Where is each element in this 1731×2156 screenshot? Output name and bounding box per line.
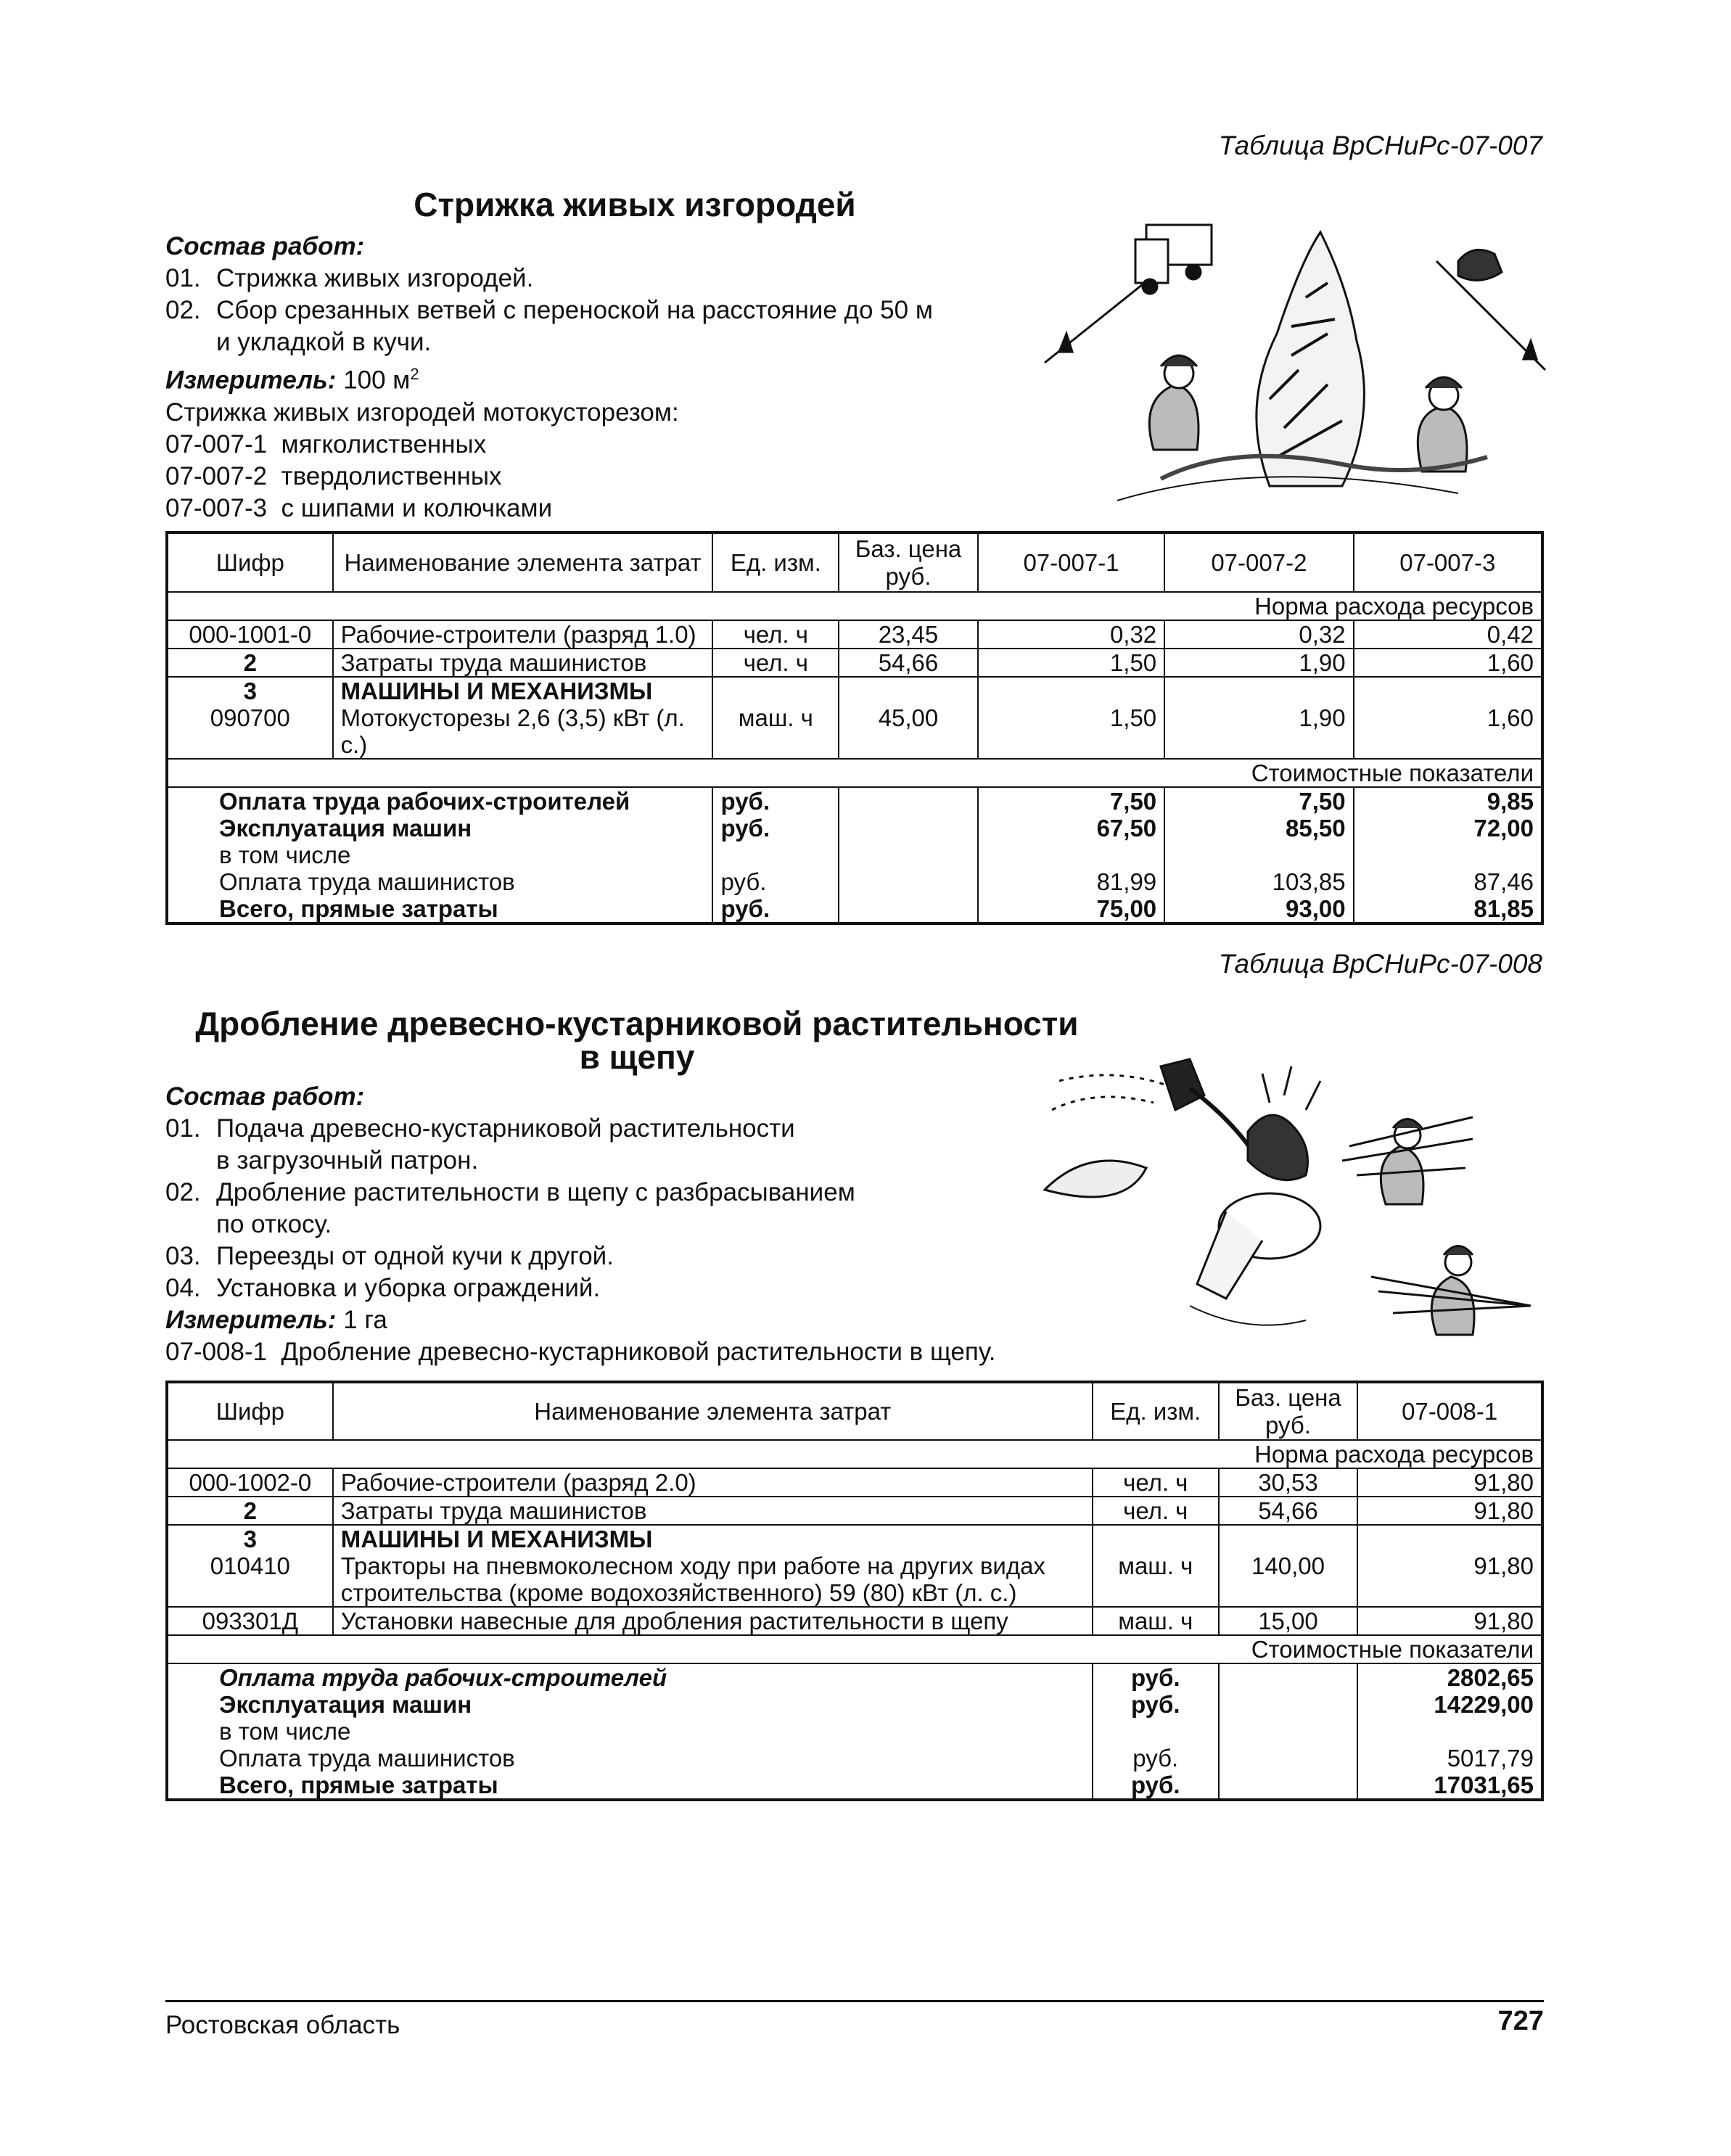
- table-row: [167, 1468, 1542, 1497]
- work-text: Установка и уборка ограждений.: [216, 1274, 601, 1302]
- cell-cipher: 010410: [167, 1552, 333, 1579]
- cell-cipher: 3: [167, 677, 333, 704]
- work-text: Переезды от одной кучи к другой.: [216, 1242, 614, 1270]
- summary-label: Всего, прямые затраты: [167, 1772, 1093, 1800]
- summary-value: 7,50: [1164, 787, 1353, 815]
- work-text: Сбор срезанных ветвей с переноской на расстояние до 50 м: [216, 296, 933, 324]
- cell-unit: чел. ч: [1093, 1468, 1219, 1497]
- header-col-3: 07-007-3: [1354, 532, 1542, 592]
- table-row: [167, 649, 1542, 677]
- summary-unit: руб.: [712, 815, 839, 842]
- cell-cipher: 000-1001-0: [167, 620, 333, 649]
- summary-row: [167, 868, 1542, 895]
- summary-value: 72,00: [1354, 815, 1542, 842]
- header-base-price: Баз. цена руб.: [1219, 1382, 1358, 1440]
- table-row: [167, 1579, 1542, 1607]
- cell-unit: чел. ч: [712, 649, 839, 677]
- cost-table-1: [165, 531, 1544, 925]
- norm-section-row: [167, 592, 1542, 620]
- header-col-2: 07-007-2: [1164, 532, 1353, 592]
- code-line: 07-007-1 мягколиственных: [165, 429, 487, 458]
- summary-row: [167, 842, 1542, 868]
- section-2-text: [165, 1081, 1072, 1368]
- work-number: 03.: [165, 1242, 201, 1270]
- header-col-1: 07-007-1: [978, 532, 1164, 592]
- summary-row: [167, 1745, 1542, 1772]
- table-reference-1: Таблица ВрСНиРс-07-007: [1218, 131, 1542, 160]
- cost-section-row: [167, 1635, 1542, 1663]
- cell-price: 54,66: [839, 649, 978, 677]
- table-row: [167, 1497, 1542, 1525]
- work-item: [165, 1177, 1072, 1209]
- summary-unit: руб.: [712, 868, 839, 895]
- work-number: 02.: [165, 1178, 201, 1206]
- work-text: Подача древесно-кустарниковой растительности: [216, 1114, 795, 1143]
- header-cipher: Шифр: [167, 532, 333, 592]
- meter-sup: 2: [410, 365, 419, 383]
- cell-value: 1,50: [978, 649, 1164, 677]
- work-number: 01.: [165, 264, 201, 292]
- cell-name: Затраты труда машинистов: [333, 1497, 1093, 1525]
- norm-section-row: [167, 1440, 1542, 1468]
- summary-label: Оплата труда машинистов: [167, 868, 712, 895]
- summary-value: 14229,00: [1357, 1691, 1542, 1718]
- summary-unit: руб.: [712, 895, 839, 923]
- header-name: Наименование элемента затрат: [333, 532, 713, 592]
- summary-unit: руб.: [1093, 1691, 1219, 1718]
- cell-value: 1,90: [1164, 704, 1353, 759]
- cell-cipher: [167, 1579, 333, 1607]
- summary-label: в том числе: [167, 1718, 1093, 1745]
- composition-label: Состав работ:: [165, 1082, 365, 1111]
- header-col-1: 07-008-1: [1357, 1382, 1542, 1440]
- summary-value: 81,99: [978, 868, 1164, 895]
- cell-price: 23,45: [839, 620, 978, 649]
- work-text: Дробление растительности в щепу с разбрасыванием: [216, 1178, 855, 1206]
- norm-section-label: Норма расхода ресурсов: [167, 592, 1542, 620]
- work-item: [165, 1240, 1072, 1272]
- cell-value: 0,32: [978, 620, 1164, 649]
- footer-divider: [165, 2000, 1544, 2002]
- header-unit: Ед. изм.: [1093, 1382, 1219, 1440]
- cell-name: строительства (кроме водохозяйственного) 59 (80) кВт (л. с.): [333, 1579, 1093, 1607]
- table-row: [167, 704, 1542, 759]
- summary-value: 9,85: [1354, 787, 1542, 815]
- cost-section-label: Стоимостные показатели: [167, 759, 1542, 787]
- cell-price: 30,53: [1219, 1468, 1358, 1497]
- section-title-2-line-2: в щепу: [579, 1038, 695, 1076]
- summary-row: [167, 787, 1542, 815]
- cell-cipher: 3: [167, 1525, 333, 1552]
- summary-value: 67,50: [978, 815, 1164, 842]
- cell-unit: маш. ч: [712, 704, 839, 759]
- summary-value: 17031,65: [1357, 1772, 1542, 1800]
- meter-line: [165, 1304, 1072, 1336]
- cell-cipher: 093301Д: [167, 1607, 333, 1635]
- meter-label: Измеритель:: [165, 366, 337, 395]
- summary-unit: руб.: [1093, 1663, 1219, 1691]
- code-line: 07-007-3 с шипами и колючками: [165, 493, 553, 522]
- summary-label: Оплата труда рабочих-строителей: [167, 787, 712, 815]
- cell-name: МАШИНЫ И МЕХАНИЗМЫ: [333, 677, 713, 704]
- cell-value: 1,60: [1354, 704, 1542, 759]
- cost-section-row: [167, 759, 1542, 787]
- work-number: 02.: [165, 296, 201, 324]
- work-item: [165, 295, 1021, 326]
- summary-row: [167, 895, 1542, 923]
- summary-row: [167, 1718, 1542, 1745]
- cost-section-label: Стоимостные показатели: [167, 1635, 1542, 1663]
- cell-value: 91,80: [1357, 1607, 1542, 1635]
- cell-value: 91,80: [1357, 1468, 1542, 1497]
- meter-value: 100 м: [343, 366, 411, 395]
- work-number: 04.: [165, 1274, 201, 1302]
- code-line: 07-007-2 твердолиственных: [165, 461, 502, 490]
- summary-row: [167, 815, 1542, 842]
- meter-line: [165, 358, 1021, 397]
- meter-label: Измеритель:: [165, 1306, 337, 1334]
- table-row: [167, 677, 1542, 704]
- wood-chipper-illustration: [1030, 1045, 1553, 1364]
- table-row: [167, 1607, 1542, 1635]
- summary-value: 7,50: [978, 787, 1164, 815]
- header-name: Наименование элемента затрат: [333, 1382, 1093, 1440]
- table-row: [167, 1525, 1542, 1552]
- cell-price: 54,66: [1219, 1497, 1358, 1525]
- cell-value: 0,42: [1354, 620, 1542, 649]
- composition-label: Состав работ:: [165, 232, 365, 260]
- cell-unit: чел. ч: [1093, 1497, 1219, 1525]
- work-number: 01.: [165, 1114, 201, 1143]
- header-base-price: Баз. цена руб.: [839, 532, 978, 592]
- summary-value: 5017,79: [1357, 1745, 1542, 1772]
- cell-cipher: 2: [167, 649, 333, 677]
- work-text-continued: и укладкой в кучи.: [216, 328, 432, 356]
- cell-cipher: 2: [167, 1497, 333, 1525]
- cell-cipher: 000-1002-0: [167, 1468, 333, 1497]
- code-line: 07-008-1 Дробление древесно-кустарниковой растительности в щепу.: [165, 1338, 996, 1366]
- cell-unit: маш. ч: [1093, 1607, 1219, 1635]
- cell-value: 1,60: [1354, 649, 1542, 677]
- summary-value: 103,85: [1164, 868, 1353, 895]
- section-title-1: Стрижка живых изгородей: [414, 186, 856, 223]
- summary-row: [167, 1772, 1542, 1800]
- work-item: [165, 1272, 1072, 1304]
- summary-label: в том числе: [167, 842, 712, 868]
- cell-name: Рабочие-строители (разряд 2.0): [333, 1468, 1093, 1497]
- table-reference-2: Таблица ВрСНиРс-07-008: [1218, 949, 1542, 979]
- cell-name: Тракторы на пневмоколесном ходу при работе на других видах: [333, 1552, 1093, 1579]
- cell-price: 15,00: [1219, 1607, 1358, 1635]
- cell-value: 0,32: [1164, 620, 1353, 649]
- cell-value: 1,50: [978, 704, 1164, 759]
- summary-value: 85,50: [1164, 815, 1353, 842]
- cost-table-2: [165, 1381, 1544, 1801]
- cell-unit: маш. ч: [1093, 1552, 1219, 1579]
- cell-value: 91,80: [1357, 1497, 1542, 1525]
- summary-label: Оплата труда рабочих-строителей: [167, 1663, 1093, 1691]
- summary-label: Эксплуатация машин: [167, 1691, 1093, 1718]
- cell-price: 140,00: [1219, 1552, 1358, 1579]
- header-cipher: Шифр: [167, 1382, 333, 1440]
- summary-row: [167, 1663, 1542, 1691]
- section-1-text: [165, 231, 1021, 524]
- summary-value: 81,85: [1354, 895, 1542, 923]
- work-item: [165, 1113, 1072, 1145]
- table-header-row: [167, 532, 1542, 592]
- summary-label: Оплата труда машинистов: [167, 1745, 1093, 1772]
- summary-unit: руб.: [1093, 1745, 1219, 1772]
- intro-line: Стрижка живых изгородей мотокусторезом:: [165, 398, 679, 427]
- section-title-2-line-1: Дробление древесно-кустарниковой растительности: [195, 1005, 1079, 1042]
- cell-cipher: 090700: [167, 704, 333, 759]
- summary-value: 2802,65: [1357, 1663, 1542, 1691]
- meter-value: 1 га: [343, 1306, 387, 1334]
- summary-unit: руб.: [1093, 1772, 1219, 1800]
- cell-value: 1,90: [1164, 649, 1353, 677]
- cell-name: Затраты труда машинистов: [333, 649, 713, 677]
- hedge-trimming-illustration: [1030, 210, 1560, 508]
- cell-name: МАШИНЫ И МЕХАНИЗМЫ: [333, 1525, 1093, 1552]
- table-row: [167, 1552, 1542, 1579]
- work-item: [165, 263, 1021, 295]
- work-text-continued: по откосу.: [216, 1210, 332, 1238]
- page-number: 727: [1497, 2006, 1544, 2036]
- work-text-continued: в загрузочный патрон.: [216, 1146, 479, 1174]
- cell-unit: чел. ч: [712, 620, 839, 649]
- summary-value: 87,46: [1354, 868, 1542, 895]
- cell-name: Рабочие-строители (разряд 1.0): [333, 620, 713, 649]
- summary-value: 75,00: [978, 895, 1164, 923]
- summary-value: 93,00: [1164, 895, 1353, 923]
- norm-section-label: Норма расхода ресурсов: [167, 1440, 1542, 1468]
- summary-label: Всего, прямые затраты: [167, 895, 712, 923]
- cell-name: Мотокусторезы 2,6 (3,5) кВт (л. с.): [333, 704, 713, 759]
- footer-region: Ростовская область: [165, 2011, 400, 2039]
- summary-label: Эксплуатация машин: [167, 815, 712, 842]
- summary-row: [167, 1691, 1542, 1718]
- cell-value: 91,80: [1357, 1552, 1542, 1579]
- table-row: [167, 620, 1542, 649]
- table-header-row: [167, 1382, 1542, 1440]
- header-unit: Ед. изм.: [712, 532, 839, 592]
- work-text: Стрижка живых изгородей.: [216, 264, 534, 292]
- summary-unit: руб.: [712, 787, 839, 815]
- cell-name: Установки навесные для дробления растительности в щепу: [333, 1607, 1093, 1635]
- cell-price: 45,00: [839, 704, 978, 759]
